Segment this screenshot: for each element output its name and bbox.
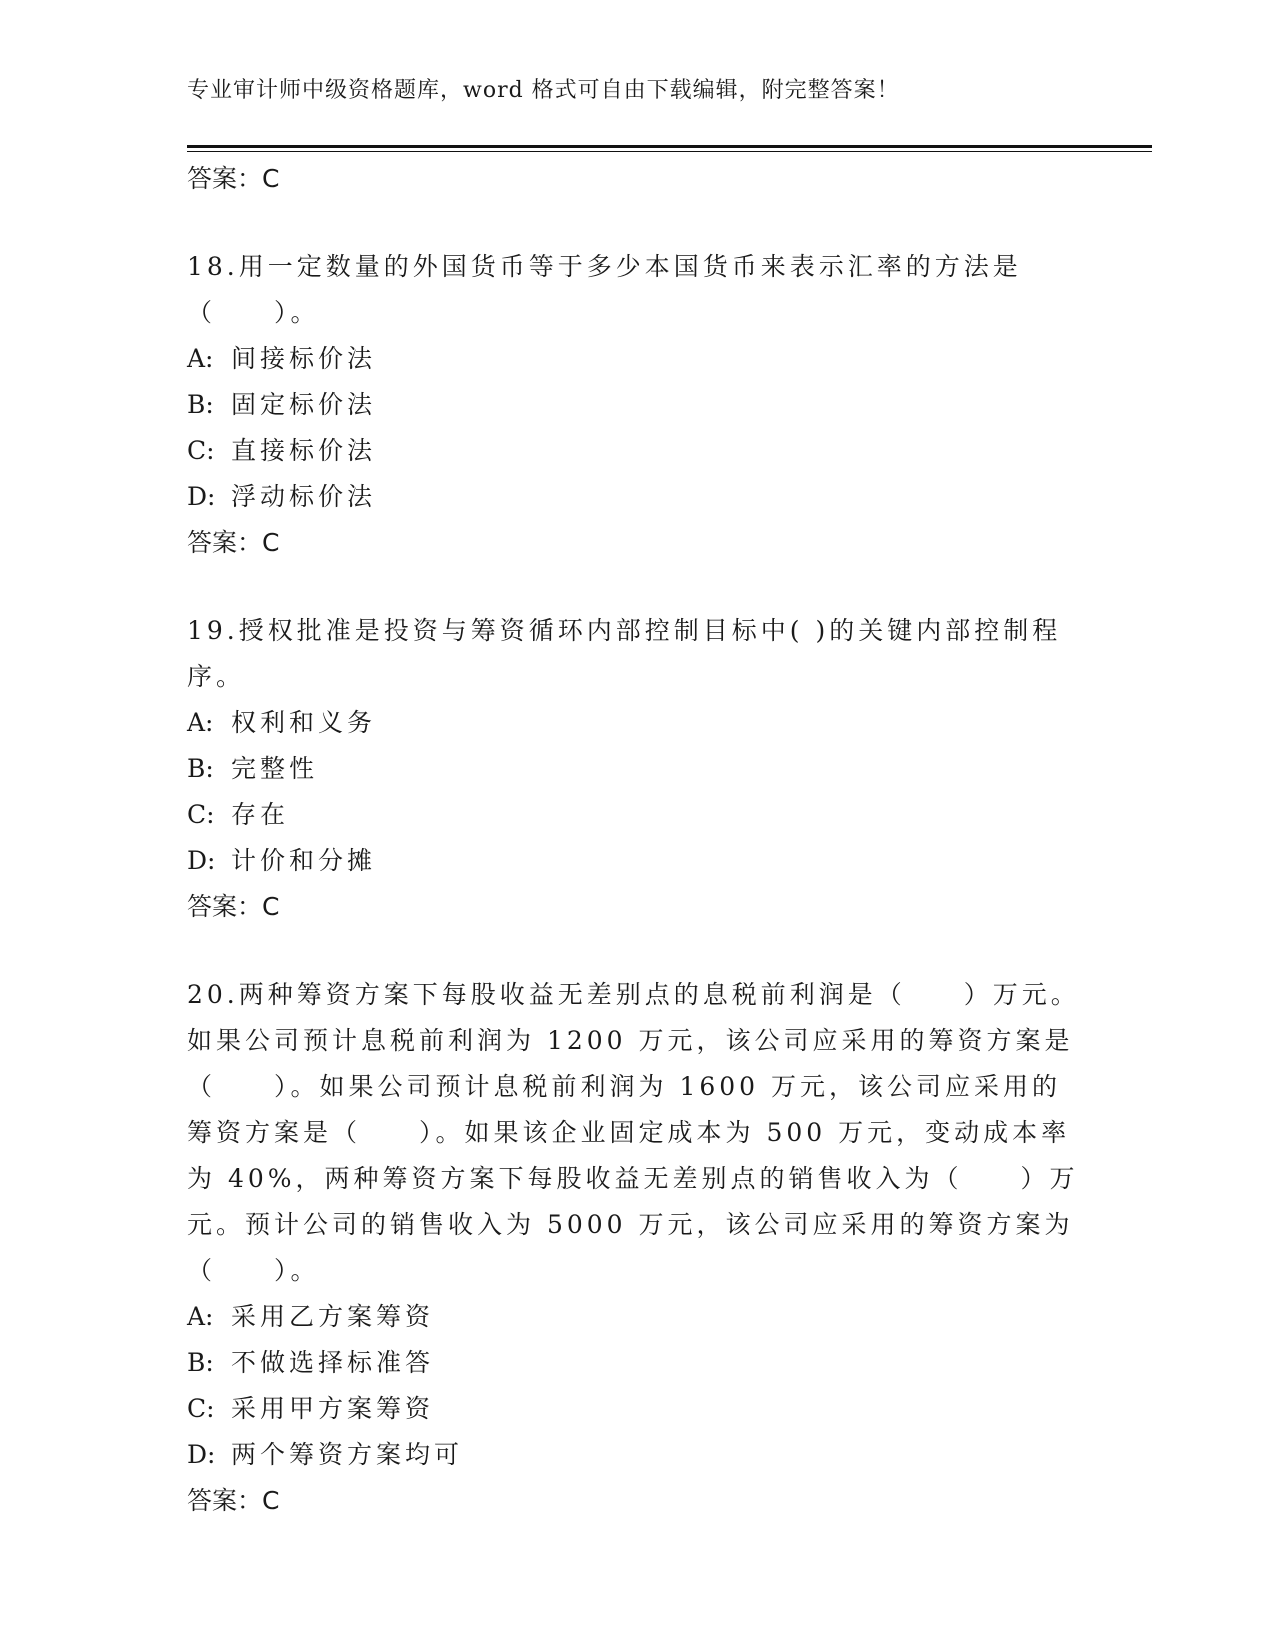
page-header: 专业审计师中级资格题库，word 格式可自由下载编辑，附完整答案！	[187, 78, 900, 103]
spacer	[187, 202, 1087, 244]
answer-line: 答案：C	[187, 892, 280, 921]
question-text: 18.用一定数量的外国货币等于多少本国货币来表示汇率的方法是（ ）。	[187, 252, 1022, 327]
question-block	[187, 244, 1087, 566]
option-a: A: 采用乙方案筹资	[187, 1302, 435, 1331]
option-a: A: 权利和义务	[187, 708, 377, 737]
option-c: C: 直接标价法	[187, 436, 377, 465]
option-b: B: 固定标价法	[187, 390, 377, 419]
answer-line: 答案：C	[187, 528, 280, 557]
option-d: D: 两个筹资方案均可	[187, 1440, 464, 1469]
spacer	[187, 930, 1087, 972]
option-d: D: 计价和分摊	[187, 846, 377, 875]
option-b: B: 完整性	[187, 754, 319, 783]
option-b: B: 不做选择标准答	[187, 1348, 435, 1377]
question-block	[187, 608, 1087, 930]
spacer	[187, 566, 1087, 608]
option-c: C: 采用甲方案筹资	[187, 1394, 435, 1423]
question-text: 20.两种筹资方案下每股收益无差别点的息税前利润是（ ）万元。如果公司预计息税前利润为 1200 万元，该公司应采用的筹资方案是（ ）。如果公司预计息税前利润为 1600 万元，该公司应采用的筹资方案是（ ）。如果该企业固定成本为 500 万元，变动成本率为 40%，两种筹资方案下每股收益无差别点的销售收入为（ ）万元。预计公司的销售收入为 5000 万元，该公司应采用的筹资方案为（ ）。	[187, 980, 1080, 1285]
option-d: D: 浮动标价法	[187, 482, 377, 511]
option-c: C: 存在	[187, 800, 290, 829]
question-text: 19.授权批准是投资与筹资循环内部控制目标中( )的关键内部控制程序。	[187, 616, 1062, 691]
option-a: A: 间接标价法	[187, 344, 377, 373]
answer-line: 答案：C	[187, 164, 280, 193]
header-rule-thin	[187, 151, 1152, 152]
header-rule-thick	[187, 145, 1152, 148]
question-block	[187, 972, 1087, 1524]
answer-line: 答案：C	[187, 1486, 280, 1515]
question-list	[187, 156, 1087, 1524]
